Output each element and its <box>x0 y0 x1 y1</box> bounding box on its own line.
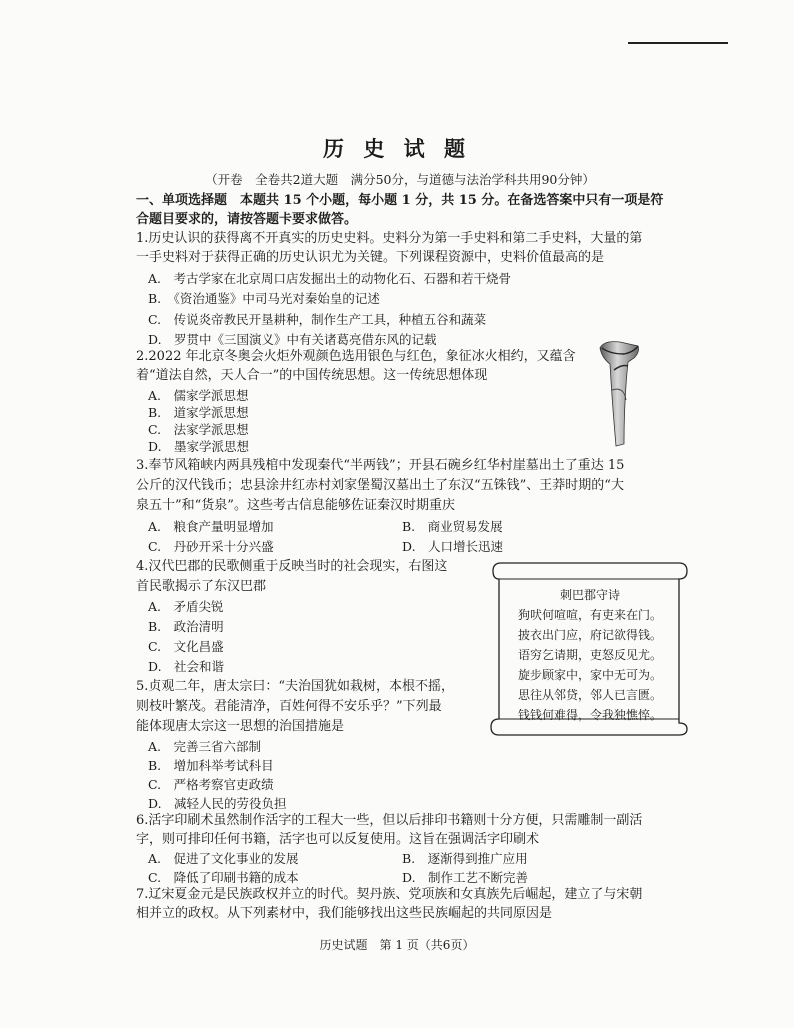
q5-option-c: C. 严格考察官吏政绩 <box>148 777 274 792</box>
q1-option-d: D. 罗贯中《三国演义》中有关诸葛亮借东风的记载 <box>148 332 437 347</box>
page-footer: 历史试题 第 1 页（共6页） <box>319 938 475 952</box>
q5-option-b: B. 增加科举考试科目 <box>148 758 274 773</box>
q6-option-c: C. 降低了印刷书籍的成本 <box>148 870 299 885</box>
poem-line-4: 旋步顾家中，家中无可为。 <box>517 668 662 682</box>
q4-option-d: D. 社会和谐 <box>148 659 225 674</box>
q3-stem-line-3: 泉五十”和“货泉”。这些考古信息能够佐证秦汉时期重庆 <box>136 498 455 513</box>
poem-line-3: 语穷乞请期，吏怒反见尤。 <box>517 648 662 662</box>
q6-option-d: D. 制作工艺不断完善 <box>402 870 529 885</box>
page-title: 历 史 试 题 <box>323 136 471 161</box>
q5-stem-line-2: 则枝叶繁茂。君能清净，百姓何得不安乐乎？”下列最 <box>136 699 442 714</box>
q4-stem-line-2: 首民歌揭示了东汉巴郡 <box>136 579 267 594</box>
q6-stem-line-2: 字，则可排印任何书籍，活字也可以反复使用。这旨在强调活字印刷术 <box>136 832 540 847</box>
q5-stem-line-1: 5.贞观二年，唐太宗曰：“夫治国犹如栽树，本根不摇， <box>136 679 455 694</box>
q3-stem-line-1: 3.奉节风箱峡内两具残棺中发现秦代“半两钱”；开县石碗乡红华村崖墓出土了重达 15 <box>136 458 625 473</box>
q1-option-b: B. 《资治通鉴》中司马光对秦始皇的记述 <box>148 291 380 306</box>
section-heading-line-1: 一、单项选择题 本题共 15 个小题，每小题 1 分，共 15 分。在备选答案中只有一项是符 <box>136 193 664 208</box>
q3-option-b: B. 商业贸易发展 <box>402 519 503 534</box>
q2-option-b: B. 道家学派思想 <box>148 405 249 420</box>
q3-option-d: D. 人口增长迅速 <box>402 539 504 554</box>
q6-option-b: B. 逐渐得到推广应用 <box>402 851 528 866</box>
section-heading-line-2: 合题目要求的，请按答题卡要求做答。 <box>136 212 358 227</box>
exam-info: （开卷 全卷共2道大题 满分50分，与道德与法治学科共用90分钟） <box>205 172 595 187</box>
q2-option-a: A. 儒家学派思想 <box>148 388 249 403</box>
q2-stem-line-2: 着“道法自然，天人合一”的中国传统思想。这一传统思想体现 <box>136 368 488 383</box>
q1-stem-line-1: 1.历史认识的获得离不开真实的历史史料。史料分为第一手史料和第二手史料，大量的第 <box>136 231 643 246</box>
poem-line-6: 钱钱何难得，令我独憔悴。 <box>517 708 662 722</box>
poem-line-2: 披衣出门应，府记欲得钱。 <box>517 628 662 642</box>
q7-stem-line-2: 相并立的政权。从下列素材中，我们能够找出这些民族崛起的共同原因是 <box>136 906 553 921</box>
poem-line-1: 狗吠何喧喧，有吏来在门。 <box>517 608 662 622</box>
q4-option-c: C. 文化昌盛 <box>148 639 224 654</box>
q1-option-c: C. 传说炎帝教民开垦耕种，制作生产工具，种植五谷和蔬菜 <box>148 312 487 327</box>
q7-stem-line-1: 7.辽宋夏金元是民族政权并立的时代。契丹族、党项族和女真族先后崛起，建立了与宋朝 <box>136 887 643 902</box>
q4-option-b: B. 政治清明 <box>148 619 224 634</box>
scan-edge-line <box>628 42 728 44</box>
q1-option-a: A. 考古学家在北京周口店发掘出土的动物化石、石器和若干烧骨 <box>148 271 512 286</box>
q4-stem-line-1: 4.汉代巴郡的民歌侧重于反映当时的社会现实，右图这 <box>136 559 448 574</box>
q3-option-a: A. 粮食产量明显增加 <box>148 519 274 534</box>
q3-stem-line-2: 公斤的汉代钱币；忠县涂井红赤村刘家堡蜀汉墓出土了东汉“五铢钱”、王莽时期的“大 <box>136 478 624 493</box>
q5-option-d: D. 减轻人民的劳役负担 <box>148 796 287 811</box>
q3-option-c: C. 丹砂开采十分兴盛 <box>148 539 274 554</box>
olympic-torch-image <box>594 340 644 448</box>
q4-option-a: A. 矛盾尖锐 <box>148 599 224 614</box>
poem-title: 刺巴郡守诗 <box>559 588 620 602</box>
q2-option-c: C. 法家学派思想 <box>148 422 249 437</box>
q2-stem-line-1: 2.2022 年北京冬奥会火炬外观颜色选用银色与红色，象征冰火相约，又蕴含 <box>136 349 576 364</box>
q6-stem-line-1: 6.活字印刷术虽然制作活字的工程大一些，但以后排印书籍则十分方便，只需雕制一副活 <box>136 813 643 828</box>
q1-stem-line-2: 一手史料对于获得正确的历史认识尤为关键。下列课程资源中，史料价值最高的是 <box>136 250 605 265</box>
q6-option-a: A. 促进了文化事业的发展 <box>148 851 299 866</box>
q5-option-a: A. 完善三省六部制 <box>148 739 262 754</box>
q2-option-d: D. 墨家学派思想 <box>148 439 250 454</box>
q5-stem-line-3: 能体现唐太宗这一思想的治国措施是 <box>136 719 345 734</box>
poem-line-5: 思往从邻贷，邻人已言匮。 <box>517 688 662 702</box>
